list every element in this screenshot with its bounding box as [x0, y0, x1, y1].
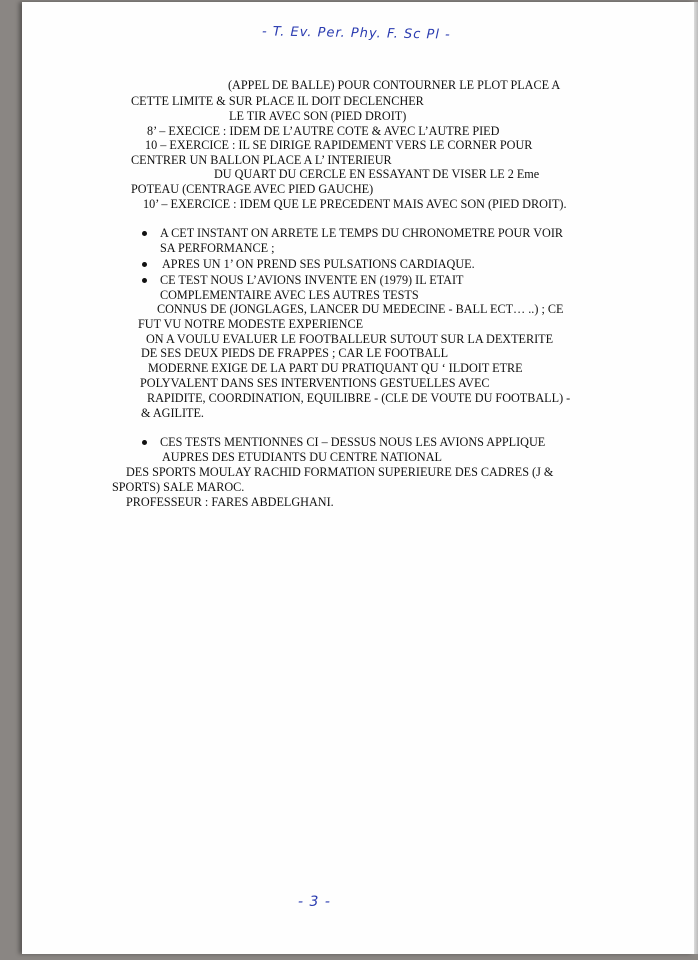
text-line: SA PERFORMANCE ; [160, 241, 275, 255]
text-line: AUPRES DES ETUDIANTS DU CENTRE NATIONAL [162, 450, 442, 464]
text-line: CONNUS DE (JONGLAGES, LANCER DU MEDECINE - BALL ECT… ..) ; CE [157, 302, 564, 316]
text-line: 10’ – EXERCICE : IDEM QUE LE PRECEDENT MAIS AVEC SON (PIED DROIT). [143, 197, 567, 211]
text-line: LE TIR AVEC SON (PIED DROIT) [229, 109, 407, 123]
text-line: (APPEL DE BALLE) POUR CONTOURNER LE PLOT PLACE A [228, 78, 561, 92]
page-number: - 3 - [298, 894, 331, 910]
text-line: A CET INSTANT ON ARRETE LE TEMPS DU CHRONOMETRE POUR VOIR [160, 226, 564, 240]
bullet-point [142, 231, 147, 236]
text-line: CES TESTS MENTIONNES CI – DESSUS NOUS LES AVIONS APPLIQUE [160, 435, 546, 449]
text-line: COMPLEMENTAIRE AVEC LES AUTRES TESTS [160, 288, 419, 302]
text-line: PROFESSEUR : FARES ABDELGHANI. [126, 495, 334, 509]
bullet-point [142, 278, 147, 283]
text-line: 10 – EXERCICE : IL SE DIRIGE RAPIDEMENT VERS LE CORNER POUR [145, 138, 533, 152]
document-page [22, 2, 694, 954]
text-line: DE SES DEUX PIEDS DE FRAPPES ; CAR LE FOOTBALL [141, 346, 449, 360]
text-line: RAPIDITE, COORDINATION, EQUILIBRE - (CLE DE VOUTE DU FOOTBALL) - [147, 391, 571, 405]
text-line: CE TEST NOUS L’AVIONS INVENTE EN (1979) IL ETAIT [160, 273, 464, 287]
text-line: MODERNE EXIGE DE LA PART DU PRATIQUANT QU ‘ ILDOIT ETRE [148, 361, 523, 375]
text-line: CENTRER UN BALLON PLACE A L’ INTERIEUR [131, 153, 392, 167]
text-line: FUT VU NOTRE MODESTE EXPERIENCE [138, 317, 364, 331]
handwritten-header-note: - T. Ev. Per. Phy. F. Sc Pl - [261, 24, 451, 43]
text-line: CETTE LIMITE & SUR PLACE IL DOIT DECLENCHER [131, 94, 424, 108]
text-line: ON A VOULU EVALUER LE FOOTBALLEUR SUTOUT SUR LA DEXTERITE [146, 332, 554, 346]
text-line: POTEAU (CENTRAGE AVEC PIED GAUCHE) [131, 182, 374, 196]
text-line: APRES UN 1’ ON PREND SES PULSATIONS CARDIAQUE. [162, 257, 475, 271]
bullet-point [142, 440, 147, 445]
text-line: POLYVALENT DANS SES INTERVENTIONS GESTUELLES AVEC [140, 376, 490, 390]
text-line: DU QUART DU CERCLE EN ESSAYANT DE VISER LE 2 Eme [214, 167, 540, 181]
text-line: SPORTS) SALE MAROC. [112, 480, 245, 494]
text-line: & AGILITE. [141, 406, 204, 420]
bullet-point [142, 262, 147, 267]
text-line: 8’ – EXECICE : IDEM DE L’AUTRE COTE & AVEC L’AUTRE PIED [147, 124, 500, 138]
text-line: DES SPORTS MOULAY RACHID FORMATION SUPERIEURE DES CADRES (J & [126, 465, 554, 479]
